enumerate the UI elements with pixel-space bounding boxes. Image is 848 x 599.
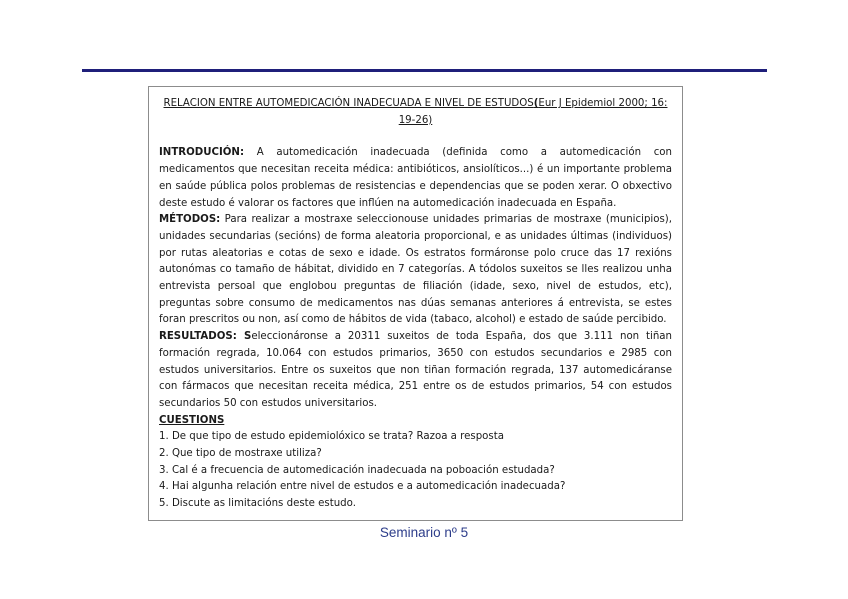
footer-label: Seminario nº 5 (379, 525, 469, 540)
results-paragraph (159, 329, 672, 413)
title-main: RELACION ENTRE AUTOMEDICACIÓN INADECUADA E NIVEL DE ESTUDOS (163, 98, 534, 109)
title-citation: Eur J Epidemiol 2000; 16: 19-26) (398, 98, 668, 126)
abstract-box (148, 86, 683, 521)
results-label: RESULTADOS: S (159, 331, 252, 343)
top-rule (82, 69, 767, 72)
methods-paragraph (159, 212, 672, 329)
intro-paragraph (159, 145, 672, 212)
intro-text: A automedicación inadecuada (definida como a automedicación con medicamentos que necesitan receita médica: antibióticos, ansiolíticos...) é un importante problema en saúde pública polos problemas de resistencias e dependencias que se poden xerar. O obxectivo deste estudo é valorar os factores que inflúen na automedicación inadecuada en España. (159, 147, 672, 209)
question-item: 3. Cal é a frecuencia de automedicación inadecuada na poboación estudada? (159, 464, 555, 476)
question-item: 2. Que tipo de mostraxe utiliza? (159, 448, 322, 460)
document-title (159, 96, 672, 129)
title-paren: ( (533, 98, 539, 109)
results-text: eleccionáronse a 20311 suxeitos de toda España, dos que 3.111 non tiñan formación regrada, 10.064 con estudos primarios, 3650 con estudos secundarios e 2985 con estudos universitarios. Entre os suxeitos que non tiñan formación regrada, 137 automedicáranse con fármacos que necesitan receita médica, 251 entre os de estudos primarios, 54 con estudos secundarios 50 con estudos universitarios. (159, 331, 673, 409)
question-item: 1. De que tipo de estudo epidemiolóxico se trata? Razoa a resposta (159, 431, 504, 443)
question-item: 5. Discute as limitacións deste estudo. (159, 498, 356, 510)
questions-list (159, 429, 672, 513)
intro-label: INTRODUCIÓN: (159, 147, 245, 159)
methods-label: MÉTODOS: (159, 214, 221, 226)
question-item: 4. Hai algunha relación entre nivel de estudos e a automedicación inadecuada? (159, 481, 566, 493)
methods-text: Para realizar a mostraxe seleccionouse unidades primarias de mostraxe (municipios), unidades secundarias (secións) de forma aleatoria proporcional, e as unidades últimas (individuos) por rutas aleatorias e cotas de sexo e idade. Os estratos formáronse polo cruce das 17 rexións autonómas co tamaño de hábitat, dividido en 7 categorías. A tódolos suxeitos se lles realizou unha entrevista persoal que englobou preguntas de filiación (idade, sexo, nivel de estudos, etc), preguntas sobre consumo de medicamentos nas dúas semanas anteriores á entrevista, se estes foran prescritos ou non, así como de hábitos de vida (tabaco, alcohol) e estado de saúde percibido. (159, 214, 672, 326)
questions-heading: CUESTIONS (159, 414, 225, 426)
